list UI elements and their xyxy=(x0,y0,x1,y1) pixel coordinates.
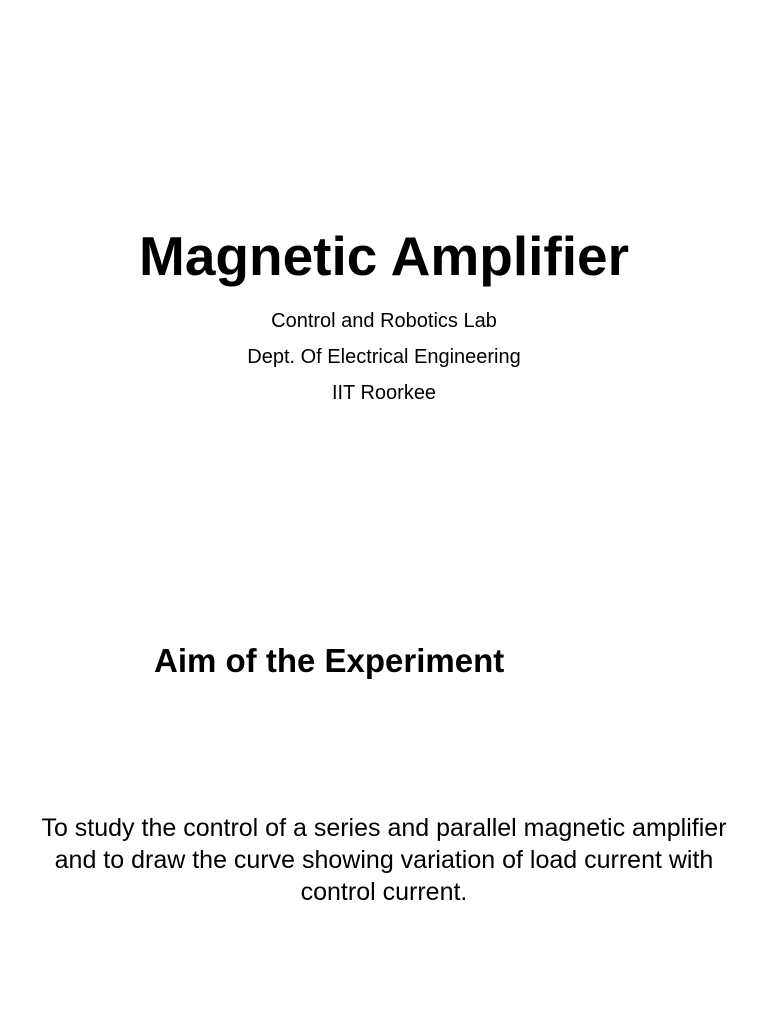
affiliation-block xyxy=(0,303,768,411)
aim-paragraph: To study the control of a series and parallel magnetic amplifier and to draw the curve showing variation of load current with control current. xyxy=(41,814,727,906)
lab-name: Control and Robotics Lab xyxy=(271,310,497,332)
page-title: Magnetic Amplifier xyxy=(139,225,629,287)
section-heading-aim: Aim of the Experiment xyxy=(154,642,505,679)
department-name: Dept. Of Electrical Engineering xyxy=(247,346,521,368)
institute-name: IIT Roorkee xyxy=(331,382,437,404)
